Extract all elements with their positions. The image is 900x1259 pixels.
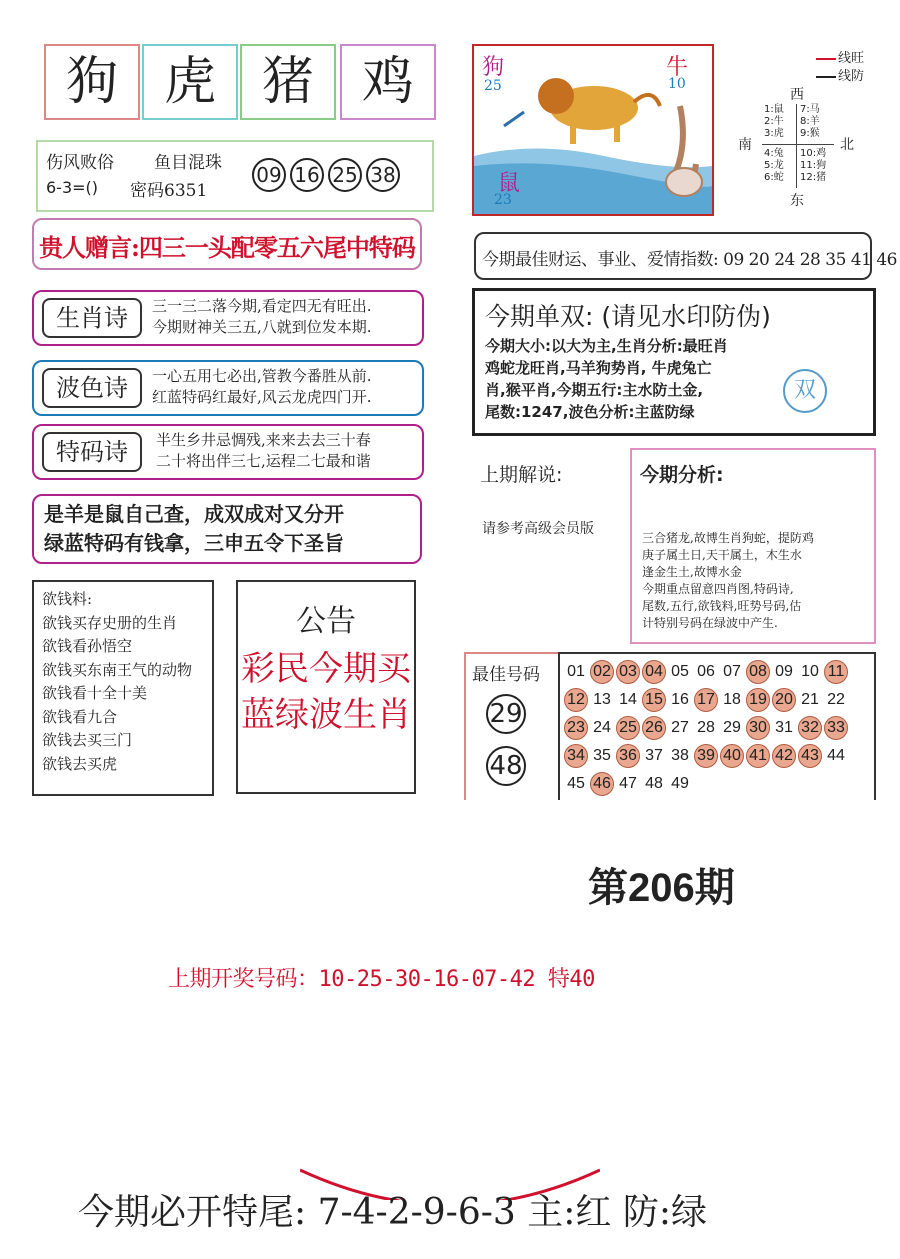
poem-label: 波色诗 <box>42 368 142 408</box>
period-label: 第206期 <box>588 866 735 910</box>
grid-number: 09 <box>775 663 793 680</box>
idiom-1: 伤风败俗 <box>46 153 114 173</box>
compass-entry: 8:羊 <box>800 116 820 127</box>
grid-number: 24 <box>593 719 611 736</box>
grid-number-highlighted: 40 <box>720 744 744 768</box>
legend-label: 线旺 <box>838 51 865 66</box>
grid-number: 49 <box>671 775 689 792</box>
grid-number: 13 <box>593 691 611 708</box>
rat-number: 23 <box>494 192 512 208</box>
grid-number: 21 <box>801 691 819 708</box>
dog-label: 狗 <box>482 55 505 80</box>
poem-text <box>152 366 372 408</box>
number-ball: 25 <box>328 158 362 192</box>
money-item: 欲钱看孙悟空 <box>42 637 133 655</box>
compass <box>738 82 856 212</box>
legend-item-prosper <box>816 50 864 68</box>
oddeven-box <box>472 288 876 436</box>
zodiac-box-4: 鸡 <box>340 44 436 120</box>
grid-number: 47 <box>619 775 637 792</box>
last-explain-text: 请参考高级会员版 <box>482 521 594 537</box>
number-grid <box>558 652 876 800</box>
idiom-2: 鱼目混珠 <box>154 153 222 173</box>
compass-entry: 5:龙 <box>764 160 784 171</box>
grid-number: 44 <box>827 747 845 764</box>
grid-number-highlighted: 20 <box>772 688 796 712</box>
grid-number: 38 <box>671 747 689 764</box>
grid-number-highlighted: 04 <box>642 660 666 684</box>
fortune-text: 今期最佳财运、事业、爱情指数: 09 20 24 28 35 41 46 <box>482 250 897 270</box>
last-draw-result: 上期开奖号码：10-25-30-16-07-42 特40 <box>168 967 595 992</box>
grid-number-highlighted: 26 <box>642 716 666 740</box>
poem-line: 二十将出伴三七,运程二七最和谐 <box>156 452 371 470</box>
poem-text <box>156 430 371 472</box>
compass-entry: 3:虎 <box>764 128 784 139</box>
grid-number: 35 <box>593 747 611 764</box>
money-list <box>32 580 214 796</box>
watermark-stamp: 双 <box>783 369 827 413</box>
poem-line: 半生乡井忌惆残,来来去去三十春 <box>156 431 371 449</box>
rat-label: 鼠 <box>498 171 521 196</box>
analysis-line: 逢金生土,故博水金 <box>642 565 742 579</box>
grid-number: 27 <box>671 719 689 736</box>
money-item: 欲钱去买三门 <box>42 731 133 749</box>
grid-number: 07 <box>723 663 741 680</box>
grid-number: 14 <box>619 691 637 708</box>
money-item: 欲钱去买虎 <box>42 754 118 773</box>
grid-number-highlighted: 25 <box>616 716 640 740</box>
zodiac-box-1: 狗 <box>44 44 140 120</box>
line-legend <box>816 50 864 86</box>
riddle-line: 是羊是鼠自己查，成双成对又分开 <box>44 502 344 526</box>
grid-number: 29 <box>723 719 741 736</box>
compass-top-left <box>764 104 784 140</box>
best-title: 最佳号码 <box>472 665 540 685</box>
compass-entry: 11:狗 <box>800 160 827 171</box>
compass-entry: 6:蛇 <box>764 172 784 183</box>
grid-number: 28 <box>697 719 715 736</box>
analysis-text <box>642 530 814 632</box>
best-ball: 48 <box>486 746 526 786</box>
last-explain-title: 上期解说: <box>480 464 563 486</box>
compass-entry: 1:鼠 <box>764 104 784 115</box>
grid-number-highlighted: 30 <box>746 716 770 740</box>
oddeven-title: 今期单双: (请见水印防伪) <box>485 302 771 331</box>
notice-line: 彩民今期买 <box>241 649 411 689</box>
grid-number: 22 <box>827 691 845 708</box>
grid-number-highlighted: 42 <box>772 744 796 768</box>
gift-text: 贵人赠言:四三一头配零五六尾中特码 <box>39 233 415 262</box>
riddle-equation: 6-3=() <box>46 178 99 197</box>
compass-bottom-right <box>800 148 826 184</box>
grid-number: 10 <box>801 663 819 680</box>
poem-label: 特码诗 <box>42 432 142 472</box>
poem-line: 今期财神关三五,八就到位发本期. <box>152 318 372 336</box>
idiom-box <box>36 140 434 212</box>
compass-east: 东 <box>790 193 804 209</box>
grid-number: 05 <box>671 663 689 680</box>
ox-label: 牛 <box>666 55 689 80</box>
money-item: 欲钱看九合 <box>42 707 118 726</box>
grid-number-highlighted: 19 <box>746 688 770 712</box>
compass-top-right <box>800 104 820 140</box>
notice-line: 蓝绿波生肖 <box>241 695 411 735</box>
grid-number-highlighted: 32 <box>798 716 822 740</box>
compass-south: 南 <box>738 137 752 153</box>
compass-entry: 4:兔 <box>764 148 784 159</box>
poem-line: 红蓝特码红最好,风云龙虎四门开. <box>152 388 372 406</box>
oddeven-line: 今期大小:以大为主,生肖分析:最旺肖 <box>485 337 728 355</box>
grid-number-highlighted: 15 <box>642 688 666 712</box>
grid-number: 06 <box>697 663 715 680</box>
analysis-box <box>630 448 876 644</box>
poem-text <box>152 296 372 338</box>
compass-entry: 12:猪 <box>800 172 827 183</box>
number-ball: 09 <box>252 158 286 192</box>
money-title: 欲钱料: <box>42 590 93 608</box>
grid-number-highlighted: 39 <box>694 744 718 768</box>
compass-entry: 9:猴 <box>800 128 820 139</box>
grid-number: 01 <box>567 663 585 680</box>
zodiac-box-3: 猪 <box>240 44 336 120</box>
fortune-box <box>474 232 897 280</box>
ox-number: 10 <box>668 76 686 92</box>
zodiac-picture <box>472 44 714 216</box>
zodiac-box-2: 虎 <box>142 44 238 120</box>
poem-line: 三一三二落今期,看定四无有旺出. <box>152 297 372 315</box>
compass-bottom-left <box>764 148 784 184</box>
grid-number-highlighted: 08 <box>746 660 770 684</box>
grid-number: 16 <box>671 691 689 708</box>
grid-number: 48 <box>645 775 663 792</box>
grid-number: 31 <box>775 719 793 736</box>
riddle-text <box>44 500 344 558</box>
notice-text <box>238 646 414 738</box>
grid-number-highlighted: 23 <box>564 716 588 740</box>
poem-label: 生肖诗 <box>42 298 142 338</box>
compass-entry: 7:马 <box>800 104 820 115</box>
compass-entry: 10:鸡 <box>800 148 827 159</box>
oddeven-line: 尾数:1247,波色分析:主蓝防绿 <box>485 403 695 421</box>
grid-number-highlighted: 41 <box>746 744 770 768</box>
compass-north: 北 <box>840 137 854 153</box>
money-item: 欲钱看十全十美 <box>42 684 148 702</box>
compass-west: 西 <box>790 87 804 103</box>
grid-number: 18 <box>723 691 741 708</box>
riddle-box <box>32 494 422 564</box>
poem-special <box>32 424 424 480</box>
notice-title: 公告 <box>296 604 356 639</box>
analysis-line: 计特别号码在绿波中产生. <box>642 616 778 630</box>
poem-zodiac <box>32 290 424 346</box>
analysis-line: 庚子属土日,天干属土，木生水 <box>642 548 802 562</box>
password: 密码6351 <box>130 181 208 201</box>
grid-number-highlighted: 43 <box>798 744 822 768</box>
grid-number: 37 <box>645 747 663 764</box>
oddeven-text <box>485 335 728 423</box>
grid-number-highlighted: 36 <box>616 744 640 768</box>
riddle-line: 绿蓝特码有钱拿，三申五令下圣旨 <box>44 531 344 555</box>
number-ball: 16 <box>290 158 324 192</box>
best-numbers-box <box>464 652 560 800</box>
legend-label: 线防 <box>838 69 865 84</box>
best-ball: 29 <box>486 694 526 734</box>
analysis-line: 尾数,五行,欲钱料,旺势号码,估 <box>642 599 802 613</box>
grid-number: 45 <box>567 775 585 792</box>
number-grid-cells <box>564 658 874 798</box>
oddeven-line: 肖,猴平肖,今期五行:主水防土金, <box>485 381 704 399</box>
compass-entry: 2:牛 <box>764 116 784 127</box>
dog-number: 25 <box>484 78 502 94</box>
grid-number-highlighted: 46 <box>590 772 614 796</box>
poem-wave <box>32 360 424 416</box>
grid-number-highlighted: 11 <box>824 660 848 684</box>
grid-number-highlighted: 03 <box>616 660 640 684</box>
number-ball: 38 <box>366 158 400 192</box>
oddeven-line: 鸡蛇龙旺肖,马羊狗势肖, 牛虎兔亡 <box>485 359 712 377</box>
grid-number-highlighted: 17 <box>694 688 718 712</box>
analysis-title: 今期分析: <box>640 464 724 486</box>
notice-box <box>236 580 416 794</box>
gift-banner <box>32 218 422 270</box>
idiom-balls <box>252 158 404 192</box>
tail-banner: 今期必开特尾: 7-4-2-9-6-3 主:红 防:绿 <box>78 1192 707 1233</box>
money-item: 欲钱买东南王气的动物 <box>42 660 193 679</box>
poem-line: 一心五用七必出,管教今番胜从前. <box>152 367 372 385</box>
analysis-line: 今期重点留意四肖图,特码诗, <box>642 582 794 596</box>
grid-number-highlighted: 12 <box>564 688 588 712</box>
grid-number-highlighted: 02 <box>590 660 614 684</box>
money-item: 欲钱买存史册的生肖 <box>42 613 178 632</box>
grid-number-highlighted: 34 <box>564 744 588 768</box>
analysis-line: 三合猪龙,故博生肖狗蛇，提防鸡 <box>642 531 814 545</box>
grid-number-highlighted: 33 <box>824 716 848 740</box>
